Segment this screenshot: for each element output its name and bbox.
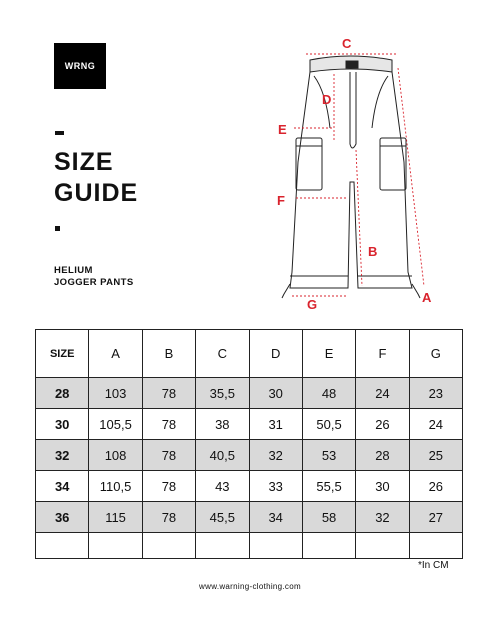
measure-label-b: B — [368, 244, 378, 259]
fly-line — [350, 72, 356, 148]
table-cell: 24 — [356, 378, 409, 409]
table-cell: 110,5 — [89, 471, 142, 502]
cuff-left — [290, 276, 348, 288]
table-cell: 55,5 — [302, 471, 355, 502]
table-cell: 103 — [89, 378, 142, 409]
measure-label-a: A — [422, 290, 432, 305]
table-cell: 25 — [409, 440, 462, 471]
table-cell: 105,5 — [89, 409, 142, 440]
table-cell: 34 — [36, 471, 89, 502]
table-cell-empty — [36, 533, 89, 559]
table-cell: 26 — [356, 409, 409, 440]
table-cell: 32 — [36, 440, 89, 471]
measure-label-f: F — [277, 193, 285, 208]
table-cell: 78 — [142, 440, 195, 471]
table-cell: 28 — [36, 378, 89, 409]
table-cell-empty — [196, 533, 249, 559]
table-cell: 30 — [356, 471, 409, 502]
table-cell: 24 — [409, 409, 462, 440]
table-cell: 35,5 — [196, 378, 249, 409]
table-cell: 30 — [249, 378, 302, 409]
measure-label-g: G — [307, 297, 318, 312]
table-cell: 45,5 — [196, 502, 249, 533]
header-size: SIZE — [36, 330, 89, 378]
table-cell: 30 — [36, 409, 89, 440]
table-cell-empty — [142, 533, 195, 559]
table-row — [36, 502, 463, 533]
measure-label-e: E — [278, 122, 287, 137]
table-cell: 32 — [356, 502, 409, 533]
table-cell: 58 — [302, 502, 355, 533]
front-pocket-right — [372, 76, 388, 128]
table-row — [36, 471, 463, 502]
logo-text: WRNG — [64, 61, 96, 71]
drawcord-left — [282, 284, 290, 298]
table-row — [36, 440, 463, 471]
table-cell-empty — [356, 533, 409, 559]
measure-a-line — [398, 68, 424, 286]
table-cell: 78 — [142, 502, 195, 533]
table-cell: 36 — [36, 502, 89, 533]
table-cell-empty — [302, 533, 355, 559]
footer-url[interactable]: www.warning-clothing.com — [199, 582, 301, 591]
product-name — [54, 265, 134, 289]
table-cell: 33 — [249, 471, 302, 502]
page-title — [54, 147, 138, 209]
belt-buckle — [346, 61, 358, 68]
table-cell: 26 — [409, 471, 462, 502]
table-cell: 34 — [249, 502, 302, 533]
table-cell: 27 — [409, 502, 462, 533]
product-line-1: HELIUM — [54, 265, 93, 276]
measure-label-c: C — [342, 36, 352, 51]
drawcord-right — [412, 284, 420, 298]
brand-logo — [54, 43, 106, 89]
table-cell-empty — [89, 533, 142, 559]
table-row — [36, 378, 463, 409]
table-cell: 31 — [249, 409, 302, 440]
size-table — [35, 329, 463, 559]
pants-outline — [290, 72, 412, 288]
title-line-2: GUIDE — [54, 179, 139, 207]
table-cell: 48 — [302, 378, 355, 409]
table-cell: 40,5 — [196, 440, 249, 471]
table-cell: 32 — [249, 440, 302, 471]
title-dash-top — [55, 131, 64, 135]
size-table-header — [36, 330, 463, 378]
title-dash-bottom — [55, 226, 60, 231]
header-f: F — [356, 330, 409, 378]
table-cell: 78 — [142, 471, 195, 502]
table-cell: 23 — [409, 378, 462, 409]
table-row-empty — [36, 533, 463, 559]
product-line-2: JOGGER PANTS — [54, 277, 134, 288]
table-cell: 43 — [196, 471, 249, 502]
header-g: G — [409, 330, 462, 378]
header-e: E — [302, 330, 355, 378]
pants-diagram — [270, 32, 445, 312]
measure-label-d: D — [322, 92, 332, 107]
cuff-right — [358, 276, 412, 288]
table-cell: 108 — [89, 440, 142, 471]
table-cell: 78 — [142, 378, 195, 409]
table-cell: 28 — [356, 440, 409, 471]
table-row — [36, 409, 463, 440]
table-cell: 115 — [89, 502, 142, 533]
table-cell-empty — [249, 533, 302, 559]
table-cell: 50,5 — [302, 409, 355, 440]
header-c: C — [196, 330, 249, 378]
title-line-1: SIZE — [54, 148, 114, 176]
table-cell: 38 — [196, 409, 249, 440]
header-b: B — [142, 330, 195, 378]
unit-note: *In CM — [418, 560, 449, 571]
table-cell: 53 — [302, 440, 355, 471]
header-a: A — [89, 330, 142, 378]
header-d: D — [249, 330, 302, 378]
table-cell: 78 — [142, 409, 195, 440]
table-cell-empty — [409, 533, 462, 559]
